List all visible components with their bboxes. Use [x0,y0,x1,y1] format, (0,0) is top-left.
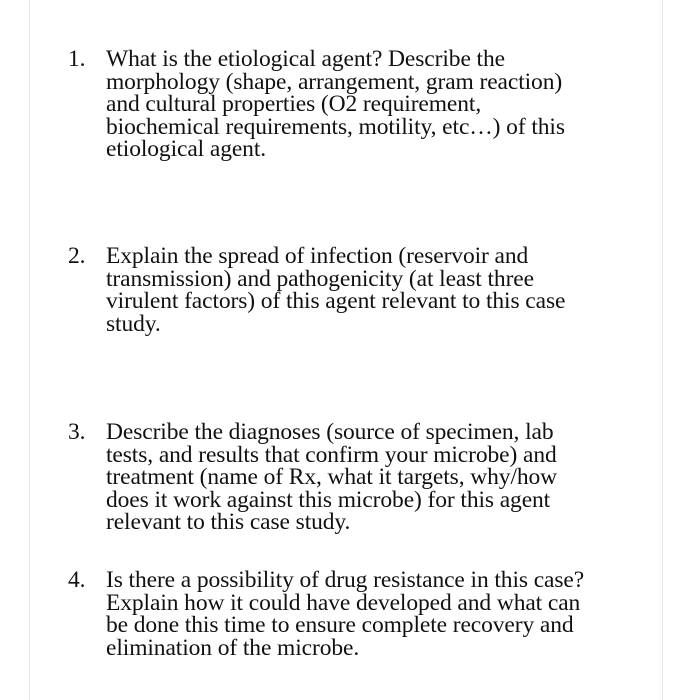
question-number: 2. [68,243,86,269]
question-text [106,245,658,335]
question-text [106,48,658,161]
question-line: tests, and results that confirm your microbe) and [106,441,557,468]
question-line: biochemical requirements, motility, etc…) of this [106,113,565,140]
question-line: virulent factors) of this agent relevant to this case [106,288,566,314]
question-number: 1. [68,46,86,72]
question-number: 3. [68,419,86,445]
question-line: study. [106,310,161,337]
question-line: etiological agent. [106,136,267,162]
question-line: be done this time to ensure complete recovery and [106,612,574,638]
question-line: does it work against this microbe) for this agent [106,486,551,513]
question-number: 4. [68,567,86,593]
question-line: Explain how it could have developed and what can [106,589,581,616]
question-line: What is the etiological agent? Describe the [106,46,505,72]
question-line: Describe the diagnoses (source of specimen, lab [106,419,554,445]
question-line: transmission) and pathogenicity (at least three [106,265,534,292]
question-line: elimination of the microbe. [106,634,360,661]
question-text [106,569,658,659]
question-line: morphology (shape, arrangement, gram reaction) [106,68,563,95]
question-line: treatment (name of Rx, what it targets, why/how [106,464,558,490]
question-line: and cultural properties (O2 requirement, [106,91,482,117]
page-right-edge [662,0,663,700]
question-line: relevant to this case study. [106,509,351,535]
page-left-edge [29,0,30,700]
question-text [106,421,658,534]
question-line: Is there a possibility of drug resistance in this case? [106,567,585,593]
question-line: Explain the spread of infection (reservoir and [106,243,529,269]
